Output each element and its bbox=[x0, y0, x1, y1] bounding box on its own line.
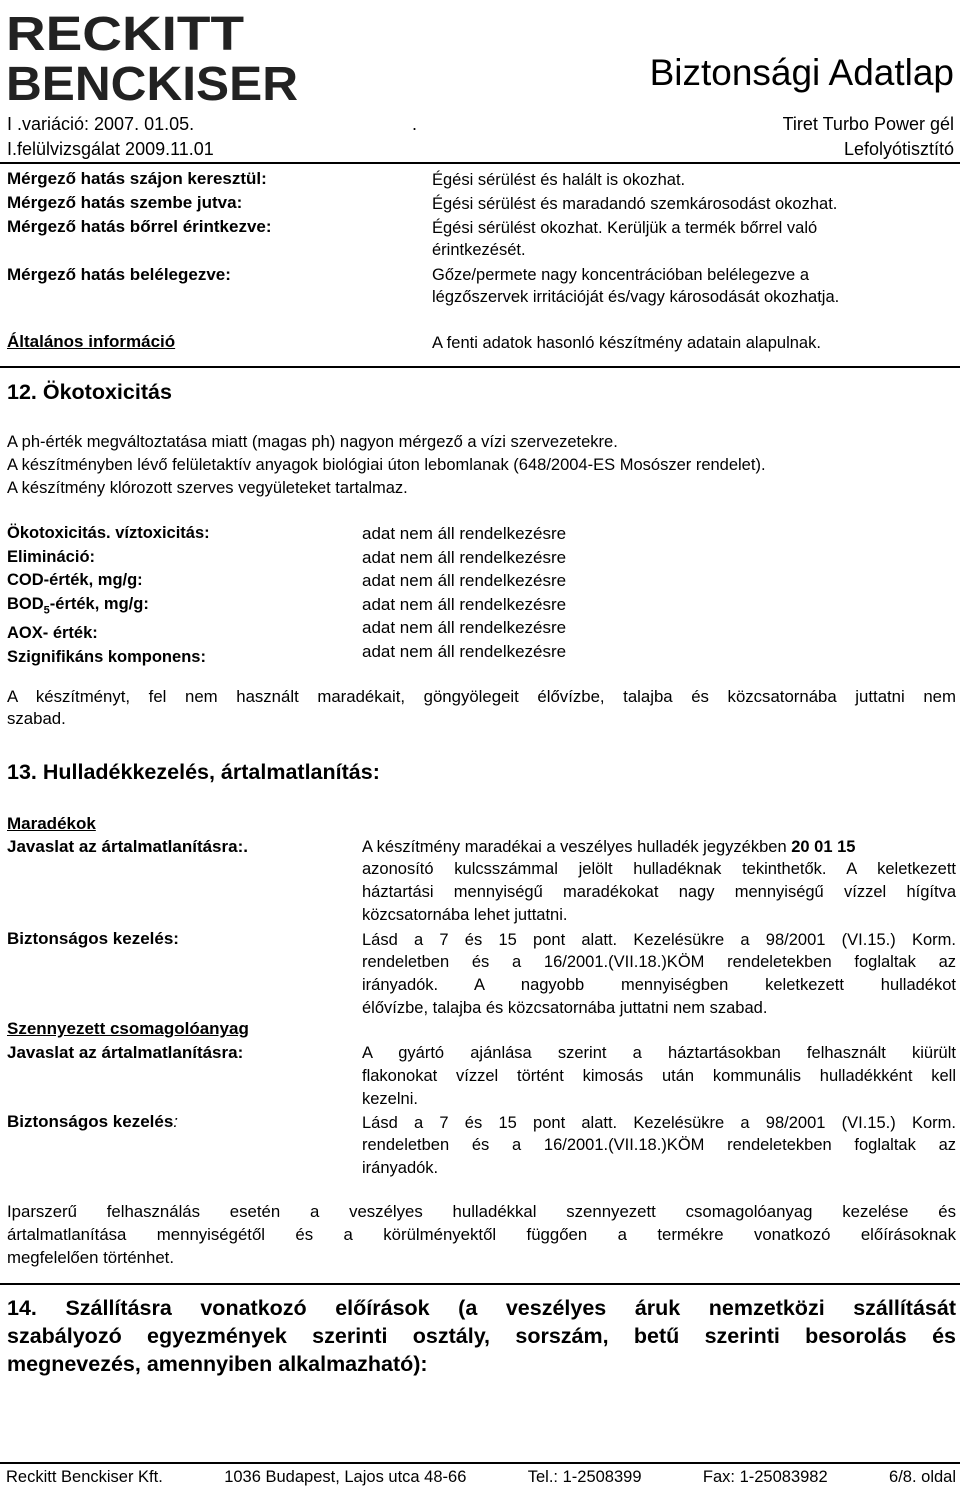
ecotox-line-2: A készítményben lévő felületaktív anyagok biológiai úton lebomlanak (648/2004-ES Mosószer rendelet). bbox=[7, 456, 766, 474]
general-info-label: Általános információ bbox=[7, 332, 176, 351]
disposal-label-2: Javaslat az ártalmatlanításra: bbox=[7, 1043, 244, 1062]
disposal-1-line-4: közcsatornába lehet juttatni. bbox=[362, 906, 568, 924]
aox-value: adat nem áll rendelkezésre bbox=[362, 618, 567, 637]
disposal-warning-line1: A készítményt, fel nem használt maradékait, göngyölegeit élővízbe, talajba és közcsatornába juttatni nem bbox=[7, 687, 956, 706]
safe-2-line-3: irányadók. bbox=[362, 1159, 439, 1177]
section-divider-14 bbox=[0, 1283, 960, 1285]
disposal-1-line-3: háztartási mennyiségű maradékokat nagy mennyiségű vízzel hígítva bbox=[362, 883, 956, 901]
version-date: I .variáció: 2007. 01.05. bbox=[7, 114, 195, 134]
residues-title: Maradékok bbox=[7, 814, 96, 833]
reckitt-benckiser-logo bbox=[6, 6, 306, 106]
safe-1-line-2: rendeletben és a 16/2001.(VII.18.)KÖM rendeletekben foglaltak az bbox=[362, 953, 956, 971]
section-12-heading: 12. Ökotoxicitás bbox=[7, 380, 172, 404]
oral-toxicity-value: Égési sérülést és halált is okozhat. bbox=[432, 171, 686, 189]
product-name: Tiret Turbo Power gél bbox=[782, 114, 954, 134]
safe-1-line-4: élővízbe, talajba és közcsatornába juttatni nem szabad. bbox=[362, 999, 768, 1017]
footer bbox=[6, 1468, 956, 1487]
disposal-2-line-3: kezelni. bbox=[362, 1090, 418, 1108]
disposal-warning-line2: szabad. bbox=[7, 709, 66, 728]
footer-fax: Fax: 1-25083982 bbox=[702, 1468, 828, 1486]
general-info-value: A fenti adatok hasonló készítmény adatain alapulnak. bbox=[432, 334, 821, 352]
product-type: Lefolyótisztító bbox=[843, 139, 954, 159]
safe-2-line-2: rendeletben és a 16/2001.(VII.18.)KÖM rendeletekben foglaltak az bbox=[362, 1136, 956, 1154]
safe-handling-label-2: Biztonságos kezelés: bbox=[7, 1112, 179, 1131]
skin-toxicity-value-line2: érintkezését. bbox=[432, 241, 526, 259]
svg-text:BENCKISER: BENCKISER bbox=[6, 58, 298, 106]
disposal-label-1: Javaslat az ártalmatlanításra:. bbox=[7, 837, 248, 856]
ecotox-table-labels bbox=[7, 522, 210, 669]
ecotox-table-values bbox=[362, 522, 566, 663]
elimination-label: Elimináció: bbox=[7, 547, 96, 566]
section-14-heading-line-3: megnevezés, amennyiben alkalmazható): bbox=[7, 1352, 428, 1376]
skin-toxicity-label: Mérgező hatás bőrrel érintkezve: bbox=[7, 217, 272, 236]
section-14-heading-line-2: szabályozó egyezmények szerinti osztály, sorszám, betű szerinti besorolás és bbox=[7, 1324, 956, 1348]
footer-page: 6/8. oldal bbox=[889, 1468, 956, 1486]
disposal-2-line-1: A gyártó ajánlása szerint a háztartásokban felhasznált kiürült bbox=[362, 1044, 956, 1062]
aox-label: AOX- érték: bbox=[7, 624, 98, 643]
revision-date: I.felülvizsgálat 2009.11.01 bbox=[7, 139, 214, 159]
safe-1-line-3: irányadók. A nagyobb mennyiségben keletkezett hulladékot bbox=[362, 976, 956, 994]
cod-label: COD-érték, mg/g: bbox=[7, 571, 143, 589]
bod-label: $BOD_5$-érték, mg/g: bbox=[7, 594, 149, 616]
footer-address: 1036 Budapest, Lajos utca 48-66 bbox=[224, 1468, 467, 1486]
footer-divider bbox=[0, 1462, 960, 1464]
eye-toxicity-value: Égési sérülést és maradandó szemkárosodást okozhat. bbox=[432, 195, 838, 213]
bod-value: adat nem áll rendelkezésre bbox=[362, 594, 567, 614]
cod-value: adat nem áll rendelkezésre bbox=[362, 571, 567, 590]
section-13-heading: 13. Hulladékkezelés, ártalmatlanítás: bbox=[7, 760, 380, 784]
footer-company: Reckitt Benckiser Kft. bbox=[6, 1468, 163, 1486]
oral-toxicity-label: Mérgező hatás szájon keresztül: bbox=[7, 169, 267, 188]
skin-toxicity-value-line1: Égési sérülést okozhat. Kerüljük a termék bőrrel való bbox=[432, 219, 818, 237]
inhalation-toxicity-label: Mérgező hatás belélegezve: bbox=[7, 265, 231, 284]
header-dot: . bbox=[412, 114, 418, 134]
logo-text: RECKITT bbox=[6, 8, 244, 61]
ecotox-line-3: A készítmény klórozott szerves vegyületeket tartalmaz. bbox=[7, 479, 408, 497]
section-divider-12 bbox=[0, 366, 960, 368]
safe-2-line-1: Lásd a 7 és 15 pont alatt. Kezelésükre a 98/2001 (VI.15.) Korm. bbox=[362, 1114, 956, 1132]
industrial-line-3: megfelelően történhet. bbox=[7, 1248, 174, 1267]
footer-phone: Tel.: 1-2508399 bbox=[527, 1468, 642, 1486]
ecotox-value: adat nem áll rendelkezésre bbox=[362, 524, 567, 543]
elimination-value: adat nem áll rendelkezésre bbox=[362, 547, 567, 567]
ecotox-label: Ökotoxicitás. víztoxicitás: bbox=[7, 524, 210, 542]
industrial-line-1: Iparszerű felhasználás esetén a veszélyes hulladékkal szennyezett csomagolóanyag kezelése és bbox=[7, 1202, 956, 1221]
disposal-2-line-2: flakonokat vízzel történt kimosás után kommunális hulladékként kell bbox=[362, 1067, 956, 1085]
disposal-1-line-2: azonosító kulcsszámmal jelölt hulladéknak tekinthetők. A keletkezett bbox=[362, 860, 956, 878]
disposal-1-first-line: A készítmény maradékai a veszélyes hulladék jegyzékben 20 01 15 bbox=[362, 838, 856, 856]
contaminated-packaging-title: Szennyezett csomagolóanyag bbox=[7, 1019, 249, 1038]
industrial-line-2: ártalmatlanítása mennyiségétől és a körülményektől függően a termékre vonatkozó előírásoknak bbox=[7, 1225, 956, 1244]
inhalation-toxicity-value-line2: légzőszervek irritációját és/vagy károsodását okozhatja. bbox=[432, 288, 840, 306]
safe-1-line-1: Lásd a 7 és 15 pont alatt. Kezelésükre a 98/2001 (VI.15.) Korm. bbox=[362, 931, 956, 949]
ecotox-line-1: A ph-érték megváltoztatása miatt (magas ph) nagyon mérgező a vízi szervezetekre. bbox=[7, 433, 618, 451]
significant-component-value: adat nem áll rendelkezésre bbox=[362, 641, 567, 661]
eye-toxicity-label: Mérgező hatás szembe jutva: bbox=[7, 193, 243, 212]
inhalation-toxicity-value-line1: Gőze/permete nagy koncentrációban belélegezve a bbox=[432, 266, 809, 284]
document-title: Biztonsági Adatlap bbox=[649, 52, 954, 93]
significant-component-label: Szignifikáns komponens: bbox=[7, 647, 206, 666]
section-14-heading-line-1: 14. Szállításra vonatkozó előírások (a veszélyes áruk nemzetközi szállítását bbox=[7, 1296, 956, 1320]
safe-handling-label-1: Biztonságos kezelés: bbox=[7, 929, 179, 948]
header-divider bbox=[0, 162, 960, 164]
